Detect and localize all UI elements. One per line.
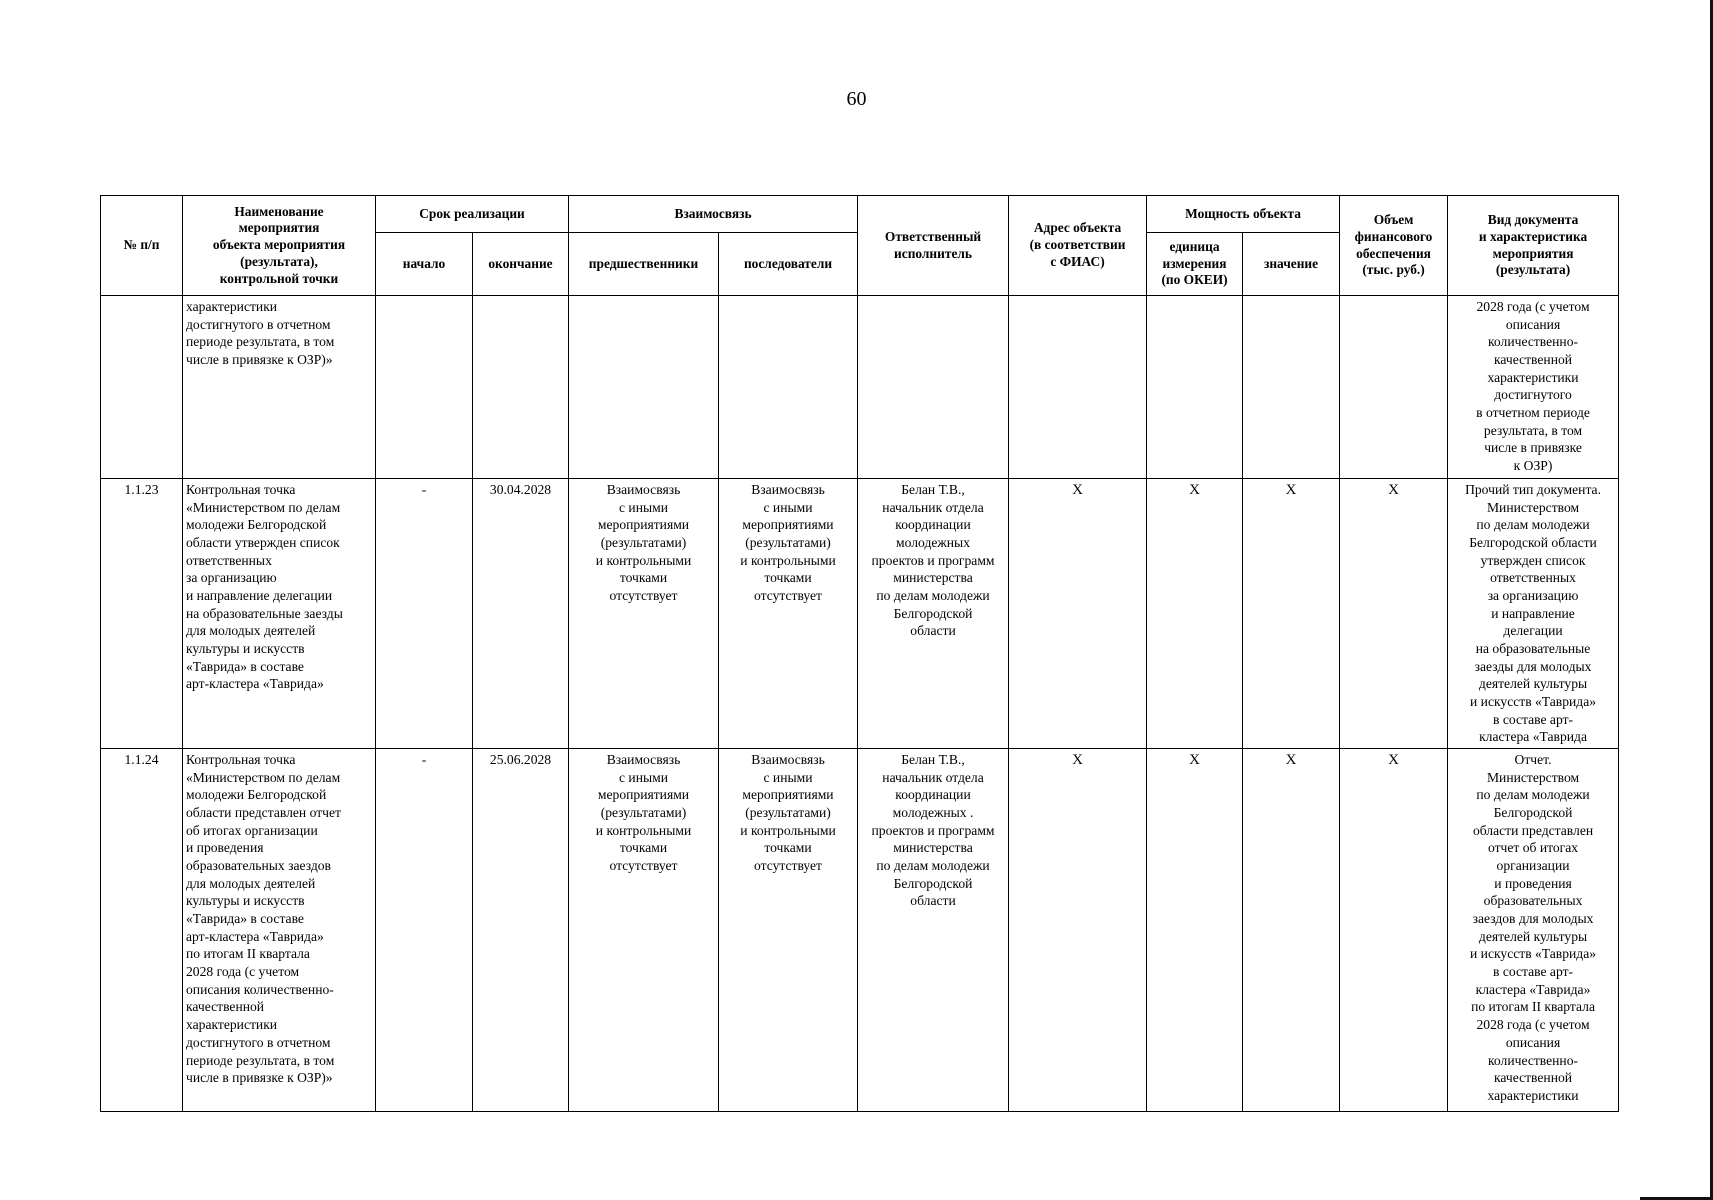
cell-start: -: [376, 749, 473, 1112]
cell-prev: Взаимосвязь с иными мероприятиями (результатами) и контрольными точками отсутствует: [569, 749, 719, 1112]
cell-start: -: [376, 479, 473, 749]
header-address: Адрес объекта (в соответствии с ФИАС): [1009, 196, 1147, 296]
header-capacity: Мощность объекта: [1147, 196, 1340, 233]
cell-end: 30.04.2028: [473, 479, 569, 749]
cell-name: Контрольная точка «Министерством по делам молодежи Белгородской области утвержден список ответственных за организацию и направление делегации на образовательные заезды для молодых деятелей культуры и искусств «Таврида» в составе арт-кластера «Таврида»: [183, 479, 376, 749]
cell-num: 1.1.23: [101, 479, 183, 749]
table-row: [101, 749, 1619, 1112]
header-num: № п/п: [101, 196, 183, 296]
header-finance: Объем финансового обеспечения (тыс. руб.): [1340, 196, 1448, 296]
cell-finance: [1340, 296, 1448, 479]
cell-num: [101, 296, 183, 479]
cell-unit: X: [1147, 479, 1243, 749]
cell-address: [1009, 296, 1147, 479]
cell-address: X: [1009, 749, 1147, 1112]
cell-finance: X: [1340, 749, 1448, 1112]
cell-doc: 2028 года (с учетом описания количественно- качественной характеристики достигнутого в отчетном периоде результата, в том числе в привязке к ОЗР): [1448, 296, 1619, 479]
cell-name: характеристики достигнутого в отчетном периоде результата, в том числе в привязке к ОЗР)»: [183, 296, 376, 479]
cell-unit: [1147, 296, 1243, 479]
cell-name: Контрольная точка «Министерством по делам молодежи Белгородской области представлен отчет об итогах организации и проведения образовательных заездов для молодых деятелей культуры и искусств «Таврида» в составе арт-кластера «Таврида» по итогам II квартала 2028 года (с учетом описания количественно- качественной характеристики достигнутого в отчетном периоде результата, в том числе в привязке к ОЗР)»: [183, 749, 376, 1112]
cell-value: [1243, 296, 1340, 479]
header-executor: Ответственный исполнитель: [858, 196, 1009, 296]
cell-next: Взаимосвязь с иными мероприятиями (результатами) и контрольными точками отсутствует: [719, 749, 858, 1112]
header-capacity-unit: единица измерения (по ОКЕИ): [1147, 233, 1243, 296]
cell-start: [376, 296, 473, 479]
cell-next: [719, 296, 858, 479]
cell-executor: Белан Т.В., начальник отдела координации молодежных . проектов и программ министерства по делам молодежи Белгородской области: [858, 749, 1009, 1112]
activities-table: [100, 195, 1619, 1112]
cell-prev: Взаимосвязь с иными мероприятиями (результатами) и контрольными точками отсутствует: [569, 479, 719, 749]
cell-prev: [569, 296, 719, 479]
cell-end: [473, 296, 569, 479]
header-capacity-value: значение: [1243, 233, 1340, 296]
cell-end: 25.06.2028: [473, 749, 569, 1112]
header-term: Срок реализации: [376, 196, 569, 233]
cell-finance: X: [1340, 479, 1448, 749]
header-relation: Взаимосвязь: [569, 196, 858, 233]
page-number: 60: [846, 88, 867, 110]
cell-num: 1.1.24: [101, 749, 183, 1112]
header-term-start: начало: [376, 233, 473, 296]
header-relation-next: последователи: [719, 233, 858, 296]
header-relation-prev: предшественники: [569, 233, 719, 296]
header-name: Наименование мероприятия объекта мероприятия (результата), контрольной точки: [183, 196, 376, 296]
cell-address: X: [1009, 479, 1147, 749]
header-doc: Вид документа и характеристика мероприятия (результата): [1448, 196, 1619, 296]
table-row: [101, 296, 1619, 479]
cell-doc: Отчет. Министерством по делам молодежи Белгородской области представлен отчет об итогах организации и проведения образовательных заездов для молодых деятелей культуры и искусств «Таврида» в составе арт- кластера «Таврида» по итогам II квартала 2028 года (с учетом описания количественно- качественной характеристики: [1448, 749, 1619, 1112]
cell-value: X: [1243, 749, 1340, 1112]
header-term-end: окончание: [473, 233, 569, 296]
cell-executor: [858, 296, 1009, 479]
cell-doc: Прочий тип документа. Министерством по делам молодежи Белгородской области утвержден список ответственных за организацию и направление делегации на образовательные заезды для молодых деятелей культуры и искусств «Таврида» в составе арт- кластера «Таврида: [1448, 479, 1619, 749]
table-row: [101, 479, 1619, 749]
cell-next: Взаимосвязь с иными мероприятиями (результатами) и контрольными точками отсутствует: [719, 479, 858, 749]
cell-value: X: [1243, 479, 1340, 749]
cell-unit: X: [1147, 749, 1243, 1112]
table-header-row-1: [101, 196, 1619, 233]
cell-executor: Белан Т.В., начальник отдела координации молодежных проектов и программ министерства по делам молодежи Белгородской области: [858, 479, 1009, 749]
